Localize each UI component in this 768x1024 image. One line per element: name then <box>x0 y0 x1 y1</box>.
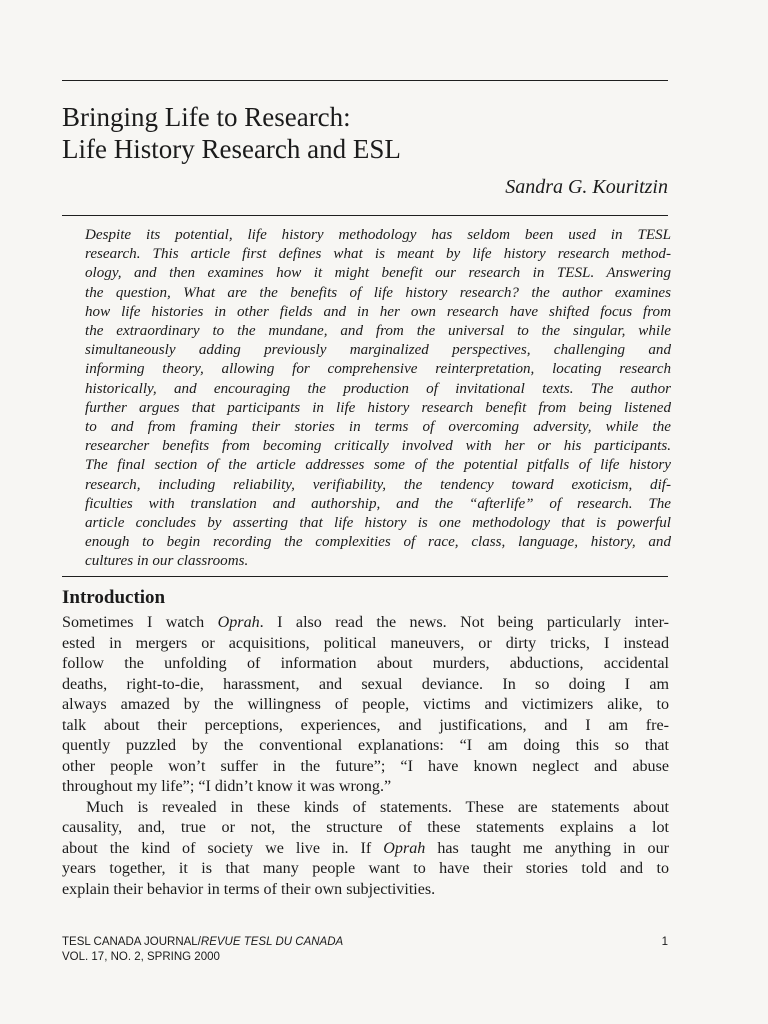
abstract-line: research, including reliability, verifiability, the tendency toward exoticism, dif- <box>85 476 671 493</box>
paragraph1-line: deaths, right-to-die, harassment, and sexual deviance. In so doing I am <box>62 675 669 693</box>
section-heading: Introduction <box>62 587 166 608</box>
abstract-line: enough to begin recording the complexities of race, class, language, history, and <box>85 534 671 551</box>
paragraph2-line: explain their behavior in terms of their own subjectivities. <box>62 880 436 898</box>
abstract-line: research. This article first defines what is meant by life history research method- <box>85 246 671 263</box>
journal-name-fr: REVUE TESL DU CANADA <box>200 936 344 948</box>
abstract-line: simultaneously adding previously marginalized perspectives, challenging and <box>85 342 671 359</box>
abstract-line: ology, and then examines how it might benefit our research in TESL. Answering <box>85 265 671 282</box>
paragraph2-line: Much is revealed in these kinds of statements. These are statements about <box>86 798 669 816</box>
title-line-1: Bringing Life to Research: <box>62 102 351 132</box>
paragraph2-line: years together, it is that many people want to have their stories told and to <box>62 860 669 877</box>
abstract-line: how life histories in other fields and in her own research have shifted focus from <box>85 303 671 320</box>
abstract-line: to and from framing their stories in terms of overcoming adversity, while the <box>85 419 671 436</box>
abstract-line: researcher benefits from becoming critically involved with her or his participants. <box>85 438 671 455</box>
abstract-line: informing theory, allowing for comprehensive reinterpretation, locating research <box>85 361 671 378</box>
journal-name-en: TESL CANADA JOURNAL/ <box>62 936 201 948</box>
abstract-line: The final section of the article addresses some of the potential pitfalls of life history <box>85 457 671 474</box>
volume-info: VOL. 17, NO. 2, SPRING 2000 <box>62 951 220 963</box>
page-footer <box>62 935 668 965</box>
top-rule <box>62 80 668 81</box>
abstract-line: historically, and encouraging the production of invitational texts. The author <box>85 380 671 397</box>
journal-name <box>62 935 668 950</box>
abstract-line: ficulties with translation and authorship, and the “afterlife” of research. The <box>85 495 671 512</box>
paragraph1-line: throughout my life”; “I didn’t know it was wrong.” <box>62 778 392 795</box>
paragraph1-line: follow the unfolding of information about murders, abductions, accidental <box>62 655 669 672</box>
abstract <box>85 226 671 572</box>
text-run: about the kind of society we live in. If <box>62 839 384 857</box>
text-run: has taught me anything in our <box>425 839 670 857</box>
abstract-line: article concludes by asserting that life history is one methodology that is powerful <box>85 515 671 532</box>
paragraph2-line: causality, and, true or not, the structure of these statements explains a lot <box>62 819 669 836</box>
abstract-line: Despite its potential, life history methodology has seldom been used in TESL <box>85 227 671 243</box>
abstract-line: further argues that participants in life history research benefit from being listened <box>85 399 671 416</box>
paragraph1-line: talk about their perceptions, experiences, and justifications, and I am fre- <box>62 716 669 734</box>
text-run: Sometimes I watch <box>62 614 218 631</box>
author-name: Sandra G. Kouritzin <box>505 176 668 198</box>
emphasis: Oprah <box>383 839 426 857</box>
emphasis: Oprah <box>217 614 260 631</box>
abstract-top-rule <box>62 215 668 216</box>
paragraph1-line: always amazed by the willingness of people, victims and victimizers alike, to <box>62 696 669 713</box>
abstract-line: cultures in our classrooms. <box>85 553 249 570</box>
title-line-2: Life History Research and ESL <box>62 134 401 164</box>
abstract-bottom-rule <box>62 576 668 577</box>
paragraph1-line: quently puzzled by the conventional explanations: “I am doing this so that <box>62 737 669 754</box>
paragraph1-line: other people won’t suffer in the future”; “I have known neglect and abuse <box>62 757 669 775</box>
paragraph2-line <box>62 839 669 860</box>
paragraph1-line: ested in mergers or acquisitions, political maneuvers, or dirty tricks, I instead <box>62 634 669 652</box>
paragraph1-line <box>62 613 669 634</box>
body-text <box>62 613 669 900</box>
article-title <box>62 101 682 165</box>
abstract-line: the extraordinary to the mundane, and from the universal to the singular, while <box>85 323 671 340</box>
abstract-line: the question, What are the benefits of life history research? the author examines <box>85 284 671 301</box>
text-run: . I also read the news. Not being particularly inter- <box>259 614 669 631</box>
page-number: 1 <box>661 936 668 948</box>
